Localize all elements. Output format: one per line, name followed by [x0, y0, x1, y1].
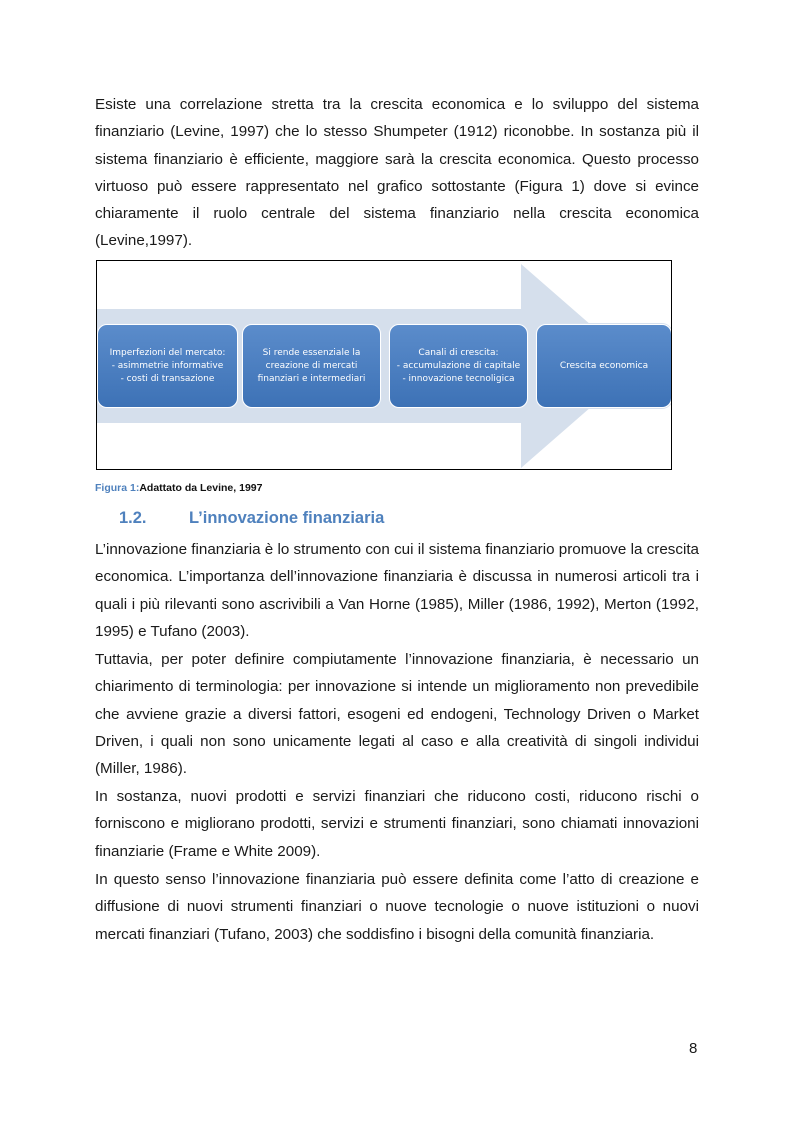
- page-number: 8: [689, 1040, 698, 1057]
- paragraph-conclusion: In questo senso l’innovazione finanziaria può essere definita come l’atto di creazione e diffusione di nuovi strumenti finanziari o nuove tecnologie o nuove istituzioni o nuovi mercati finanziari (Tufano, 2003) che soddisfino i bisogni della comunità finanziaria.: [95, 871, 699, 943]
- step-markets-intermediaries: [242, 324, 381, 408]
- step-market-imperfections: [97, 324, 238, 408]
- paragraph-terminology: Tuttavia, per poter definire compiutamente l’innovazione finanziaria, è necessario un chiarimento di terminologia: per innovazione si intende un miglioramento non prevedibile che avviene grazie a diversi fattori, esogeni ed endogeni, Technology Driven o Market Driven, i quali non sono unicamente legati al caso e alla creatività di singoli individui (Miller, 1986).: [95, 651, 699, 778]
- step-line: finanziari e intermediari: [257, 373, 366, 384]
- step-line: Crescita economica: [559, 360, 649, 371]
- step-line: - accumulazione di capitale: [396, 360, 521, 371]
- step-growth-channels: [389, 324, 528, 408]
- step-line: - innovazione tecnoligica: [402, 373, 515, 384]
- figure-1-diagram: [96, 260, 672, 470]
- figure-caption: [95, 482, 262, 494]
- paragraph-definition: L’innovazione finanziaria è lo strumento con cui il sistema finanziario promuove la crescita economica. L’importanza dell’innovazione finanziaria è discussa in numerosi articoli tra i quali i più rilevanti sono ascrivibili a Van Horne (1985), Miller (1986, 1992), Merton (1992, 1995) e Tufano (2003).: [95, 541, 699, 640]
- step-line: - costi di transazione: [120, 373, 215, 384]
- figure-caption-text: Adattato da Levine, 1997: [139, 482, 263, 494]
- step-economic-growth: [536, 324, 672, 408]
- step-line: Imperfezioni del mercato:: [109, 347, 226, 358]
- step-line: creazione di mercati: [265, 360, 358, 371]
- paragraph-products: In sostanza, nuovi prodotti e servizi finanziari che riducono costi, riducono rischi o forniscono e migliorano prodotti, servizi e strumenti finanziari, sono chiamati innovazioni finanziarie (Frame e White 2009).: [95, 788, 699, 860]
- step-line: Canali di crescita:: [418, 347, 499, 358]
- section-number: 1.2.: [119, 509, 147, 527]
- paragraph-intro: Esiste una correlazione stretta tra la crescita economica e lo sviluppo del sistema finanziario (Levine, 1997) che lo stesso Shumpeter (1912) riconobbe. In sostanza più il sistema finanziario è efficiente, maggiore sarà la crescita economica. Questo processo virtuoso può essere rappresentato nel grafico sottostante (Figura 1) dove si evince chiaramente il ruolo centrale del sistema finanziario nella crescita economica (Levine,1997).: [95, 96, 699, 250]
- step-line: Si rende essenziale la: [262, 347, 361, 358]
- figure-caption-label: Figura 1:: [95, 482, 140, 494]
- section-title: L’innovazione finanziaria: [189, 509, 385, 527]
- step-line: - asimmetrie informative: [111, 360, 224, 371]
